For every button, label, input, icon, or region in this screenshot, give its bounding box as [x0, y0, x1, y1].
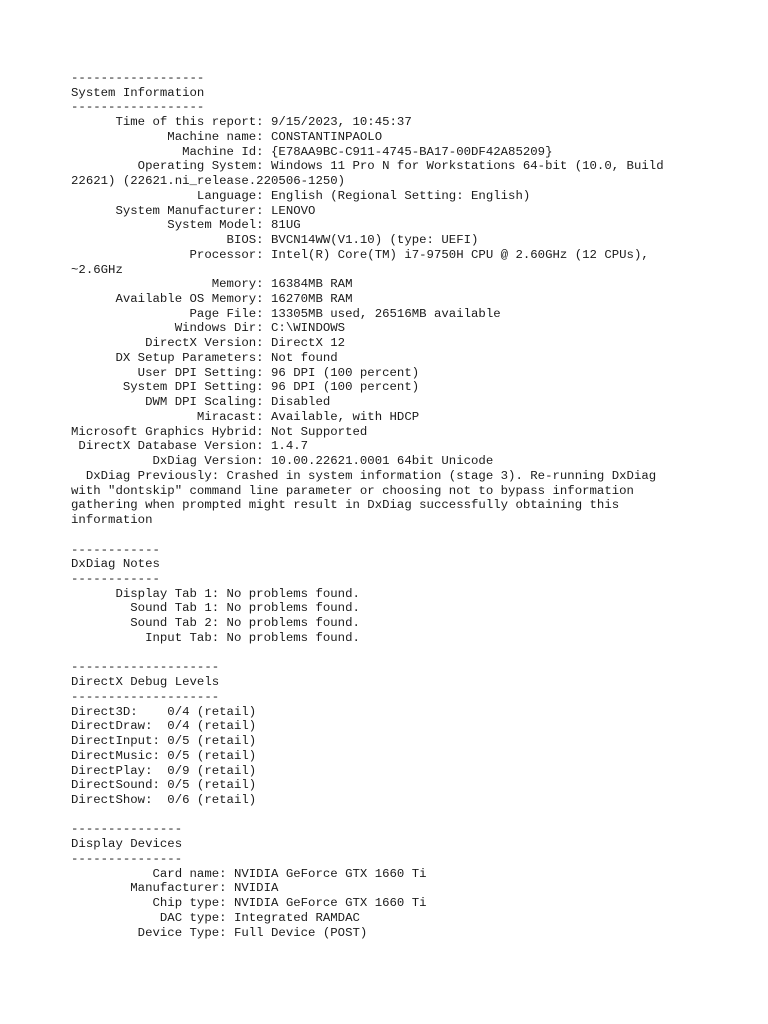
report-line: Card name: NVIDIA GeForce GTX 1660 Ti — [71, 866, 427, 881]
report-line: Windows Dir: C:\WINDOWS — [71, 321, 346, 336]
report-line: Operating System: Windows 11 Pro N for Workstations 64-bit (10.0, Build — [71, 159, 664, 174]
document-page — [71, 71, 748, 940]
report-line: Device Type: Full Device (POST) — [71, 925, 368, 940]
report-line: DX Setup Parameters: Not found — [71, 350, 338, 365]
report-line — [71, 808, 748, 823]
report-line: Machine Id: {E78AA9BC-C911-4745-BA17-00DF42A85209} — [71, 144, 553, 159]
report-line: Chip type: NVIDIA GeForce GTX 1660 Ti — [71, 896, 427, 911]
report-line: DirectDraw: 0/4 (retail) — [71, 719, 257, 734]
report-line: Display Tab 1: No problems found. — [71, 586, 360, 601]
report-line: DirectX Debug Levels — [71, 675, 220, 690]
report-line: Sound Tab 1: No problems found. — [71, 601, 360, 616]
dxdiag-report-text — [71, 71, 748, 940]
report-line: System DPI Setting: 96 DPI (100 percent) — [71, 380, 420, 395]
report-line: DirectPlay: 0/9 (retail) — [71, 763, 257, 778]
report-line: System Manufacturer: LENOVO — [71, 203, 316, 218]
report-line: Input Tab: No problems found. — [71, 630, 360, 645]
report-line: User DPI Setting: 96 DPI (100 percent) — [71, 365, 420, 380]
report-line: ------------------ — [71, 71, 205, 85]
report-line: DxDiag Notes — [71, 557, 160, 572]
report-line: Page File: 13305MB used, 26516MB available — [71, 306, 501, 321]
report-line: DirectInput: 0/5 (retail) — [71, 734, 257, 749]
report-line: DirectX Version: DirectX 12 — [71, 336, 346, 351]
report-line: --------------- — [71, 851, 183, 866]
report-line: ------------ — [71, 571, 160, 586]
report-line: Miracast: Available, with HDCP — [71, 409, 420, 424]
report-line: Sound Tab 2: No problems found. — [71, 616, 360, 631]
report-line: DxDiag Version: 10.00.22621.0001 64bit Unicode — [71, 454, 494, 469]
report-line: BIOS: BVCN14WW(V1.10) (type: UEFI) — [71, 233, 479, 248]
report-line — [71, 646, 748, 661]
report-line: Time of this report: 9/15/2023, 10:45:37 — [71, 115, 412, 130]
report-line: Language: English (Regional Setting: English) — [71, 188, 531, 203]
report-line: ------------ — [71, 542, 160, 557]
report-line: ------------------ — [71, 100, 205, 115]
report-line: -------------------- — [71, 660, 220, 675]
report-line: DirectShow: 0/6 (retail) — [71, 792, 257, 807]
report-line: DirectSound: 0/5 (retail) — [71, 778, 257, 793]
report-line: with "dontskip" command line parameter or choosing not to bypass information — [71, 483, 634, 498]
report-line: Direct3D: 0/4 (retail) — [71, 704, 257, 719]
report-line: Memory: 16384MB RAM — [71, 277, 353, 292]
report-line: 22621) (22621.ni_release.220506-1250) — [71, 174, 346, 189]
report-line: System Information — [71, 85, 205, 100]
report-line: Processor: Intel(R) Core(TM) i7-9750H CPU @ 2.60GHz (12 CPUs), — [71, 247, 649, 262]
report-line: DirectX Database Version: 1.4.7 — [71, 439, 309, 454]
report-line: Available OS Memory: 16270MB RAM — [71, 292, 353, 307]
report-line: DAC type: Integrated RAMDAC — [71, 910, 360, 925]
report-line: gathering when prompted might result in DxDiag successfully obtaining this — [71, 498, 620, 513]
report-line: --------------- — [71, 822, 183, 837]
report-line: Manufacturer: NVIDIA — [71, 881, 279, 896]
report-line: Microsoft Graphics Hybrid: Not Supported — [71, 424, 368, 439]
report-line: System Model: 81UG — [71, 218, 301, 233]
report-line: DxDiag Previously: Crashed in system information (stage 3). Re-running DxDiag — [71, 468, 657, 483]
report-line: DWM DPI Scaling: Disabled — [71, 395, 331, 410]
report-line: ~2.6GHz — [71, 262, 123, 277]
report-line: information — [71, 513, 153, 528]
report-line — [71, 528, 748, 543]
report-line: Display Devices — [71, 837, 183, 852]
report-line: -------------------- — [71, 689, 220, 704]
report-line: Machine name: CONSTANTINPAOLO — [71, 129, 383, 144]
report-line: DirectMusic: 0/5 (retail) — [71, 748, 257, 763]
